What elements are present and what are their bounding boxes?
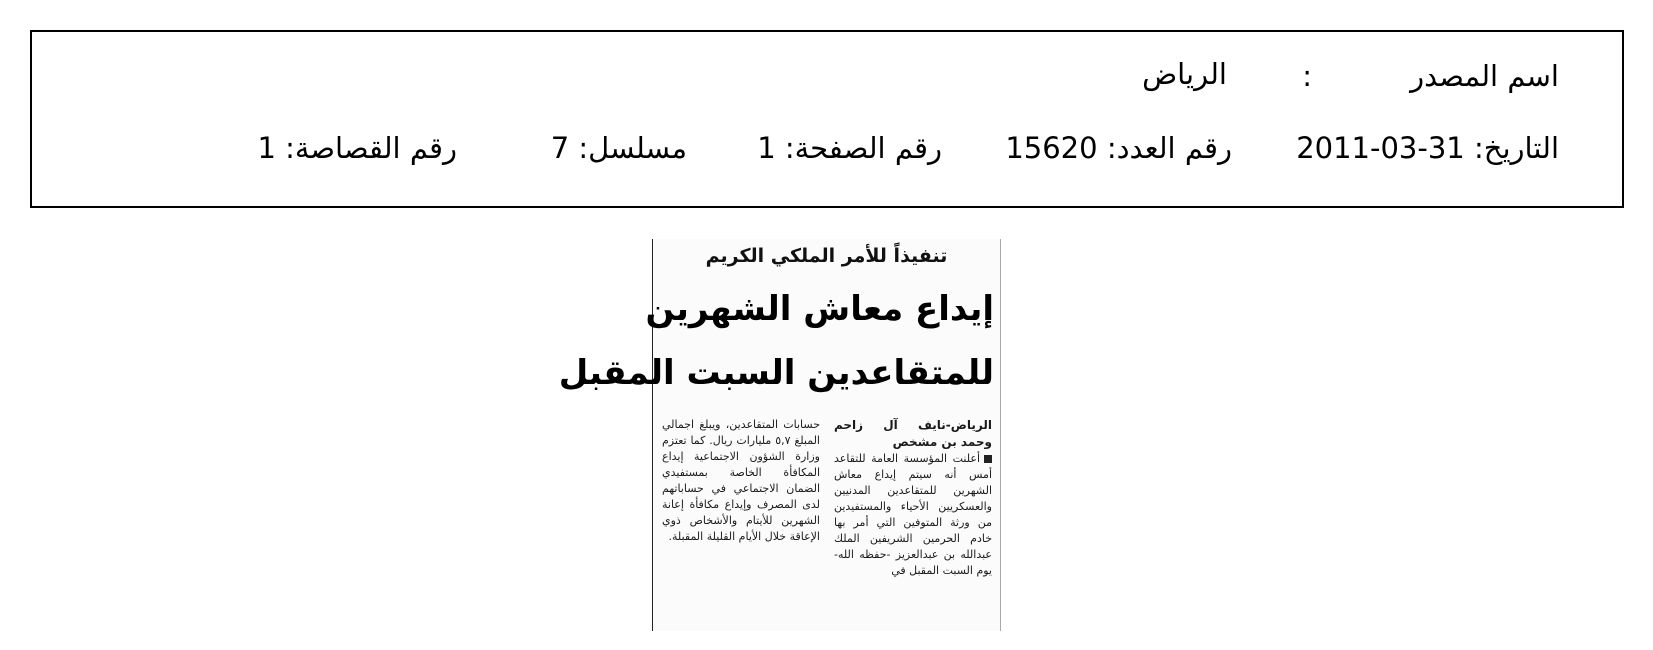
page-field (757, 131, 942, 165)
source-label: اسم المصدر (1410, 59, 1559, 93)
page-value: 1 (757, 131, 776, 165)
article-column-left (662, 417, 820, 545)
article-headline-line2: للمتقاعدين السبت المقبل (558, 353, 994, 393)
serial-label: مسلسل: (578, 131, 687, 165)
date-label: التاريخ: (1473, 131, 1559, 165)
date-value: 2011-03-31 (1296, 131, 1465, 165)
article-column-right (834, 417, 992, 579)
issue-value: 15620 (1005, 131, 1098, 165)
date-field (1296, 131, 1559, 165)
clip-number-label: رقم القصاصة: (285, 131, 457, 165)
clip-number-value: 1 (257, 131, 276, 165)
serial-field (550, 131, 687, 165)
serial-value: 7 (550, 131, 570, 165)
newspaper-clipping (558, 239, 1001, 631)
clipping-info-box (30, 30, 1624, 208)
issue-label: رقم العدد: (1106, 131, 1232, 165)
article-headline-line1: إيداع معاش الشهرين (645, 289, 994, 329)
article-byline: الرياض-نايف آل زاحم وحمد بن مشخص (834, 418, 992, 449)
source-value: الرياض (1142, 57, 1227, 91)
article-body-right: أعلنت المؤسسة العامة للتقاعد أمس أنه سيتم إيداع معاش الشهرين للمتقاعدين المدنيين والعسكريين الأحياء والمستفيدين من ورثة المتوفين التي أمر بها خادم الحرمين الشريفين الملك عبدالله بن عبدالعزيز -حفظه الله- يوم السبت المقبل في (834, 452, 992, 577)
issue-field (1005, 131, 1232, 165)
page-label: رقم الصفحة: (784, 131, 942, 165)
article-body-left: حسابات المتقاعدين، ويبلغ اجمالي المبلغ ٥,٧ مليارات ريال. كما تعتزم وزارة الشؤون الاجتماعية إيداع المكافأة الخاصة بمستفيدي الضمان الاجتماعي في حساباتهم لدى المصرف وإيداع مكافأة إعانة الشهرين للأيتام والأشخاص ذوي الإعاقة خلال الأيام القليلة المقبلة. (662, 418, 820, 543)
article-kicker: تنفيذاً للأمر الملكي الكريم (705, 245, 948, 267)
clip-number-field (257, 131, 457, 165)
bullet-icon (984, 455, 992, 463)
source-colon: : (1302, 59, 1312, 93)
